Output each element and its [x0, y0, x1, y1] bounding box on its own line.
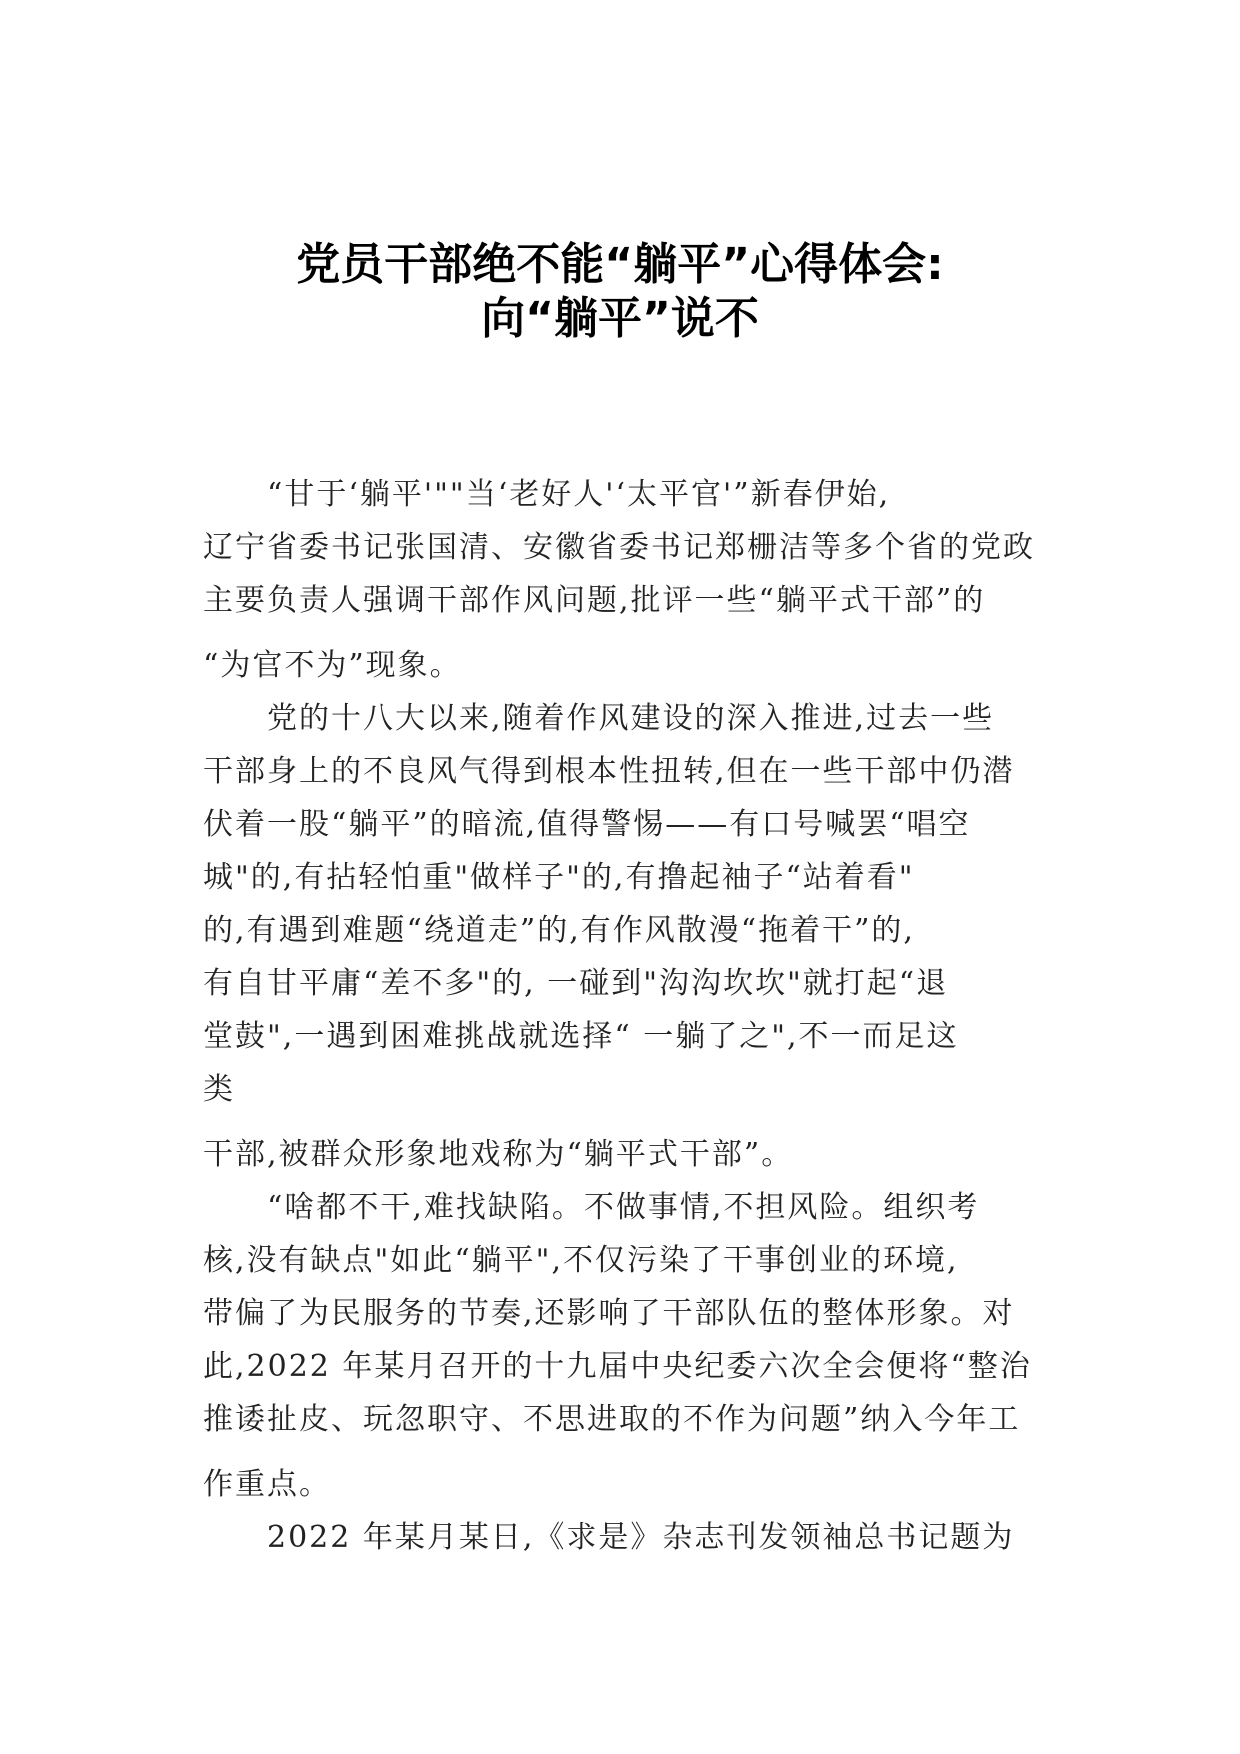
text-line: 伏着一股“躺平”的暗流,值得警惕——有口号喊罢“唱空: [203, 807, 971, 842]
text-line: 带偏了为民服务的节奏,还影响了干部队伍的整体形象。对: [203, 1296, 1015, 1331]
text-line: 堂鼓",一遇到困难挑战就选择“ 一躺了之",不一而足这: [203, 1019, 959, 1054]
paragraph-4: [203, 1511, 1063, 1564]
paragraph-3: [203, 1181, 1063, 1511]
text-line: 主要负责人强调干部作风问题,批评一些“躺平式干部”的: [203, 583, 986, 618]
paragraph-2: [203, 692, 1063, 1181]
text-line: 干部身上的不良风气得到根本性扭转,但在一些干部中仍潜: [203, 754, 1015, 789]
text-line: “啥都不干,难找缺陷。不做事情,不担风险。组织考: [267, 1190, 980, 1225]
text-line: “为官不为”现象。: [203, 648, 462, 683]
document-body: [203, 468, 1063, 1564]
text-line: 干部,被群众形象地戏称为“躺平式干部”。: [203, 1137, 794, 1172]
text-line: “甘于‘躺平'""当‘老好人'‘太平官'”新春伊始,: [267, 477, 891, 512]
document-title: [0, 238, 1240, 346]
text-line: 辽宁省委书记张国清、安徽省委书记郑栅洁等多个省的党政: [203, 530, 1035, 565]
text-line: 2022 年某月某日,《求是》杂志刊发领袖总书记题为: [267, 1520, 1015, 1555]
text-line: 核,没有缺点"如此“躺平",不仅污染了干事创业的环境,: [203, 1243, 959, 1278]
text-line: 此,2022 年某月召开的十九届中央纪委六次全会便将“整治: [203, 1349, 1032, 1384]
text-line: 推诿扯皮、玩忽职守、不思进取的不作为问题”纳入今年工: [203, 1402, 1021, 1437]
text-line: 有自甘平庸“差不多"的, 一碰到"沟沟坎坎"就打起“退: [203, 966, 949, 1001]
title-line-1: 党员干部绝不能“躺平”心得体会:: [296, 239, 944, 290]
paragraph-1: [203, 468, 1063, 692]
text-line: 类: [203, 1072, 235, 1107]
text-line: 的,有遇到难题“绕道走”的,有作风散漫“拖着干”的,: [203, 913, 915, 948]
text-line: 党的十八大以来,随着作风建设的深入推进,过去一些: [267, 701, 995, 736]
text-line: 作重点。: [203, 1467, 331, 1502]
title-line-2: 向“躺平”说不: [481, 293, 759, 344]
text-line: 城"的,有拈轻怕重"做样子"的,有撸起袖子“站着看": [203, 860, 915, 895]
